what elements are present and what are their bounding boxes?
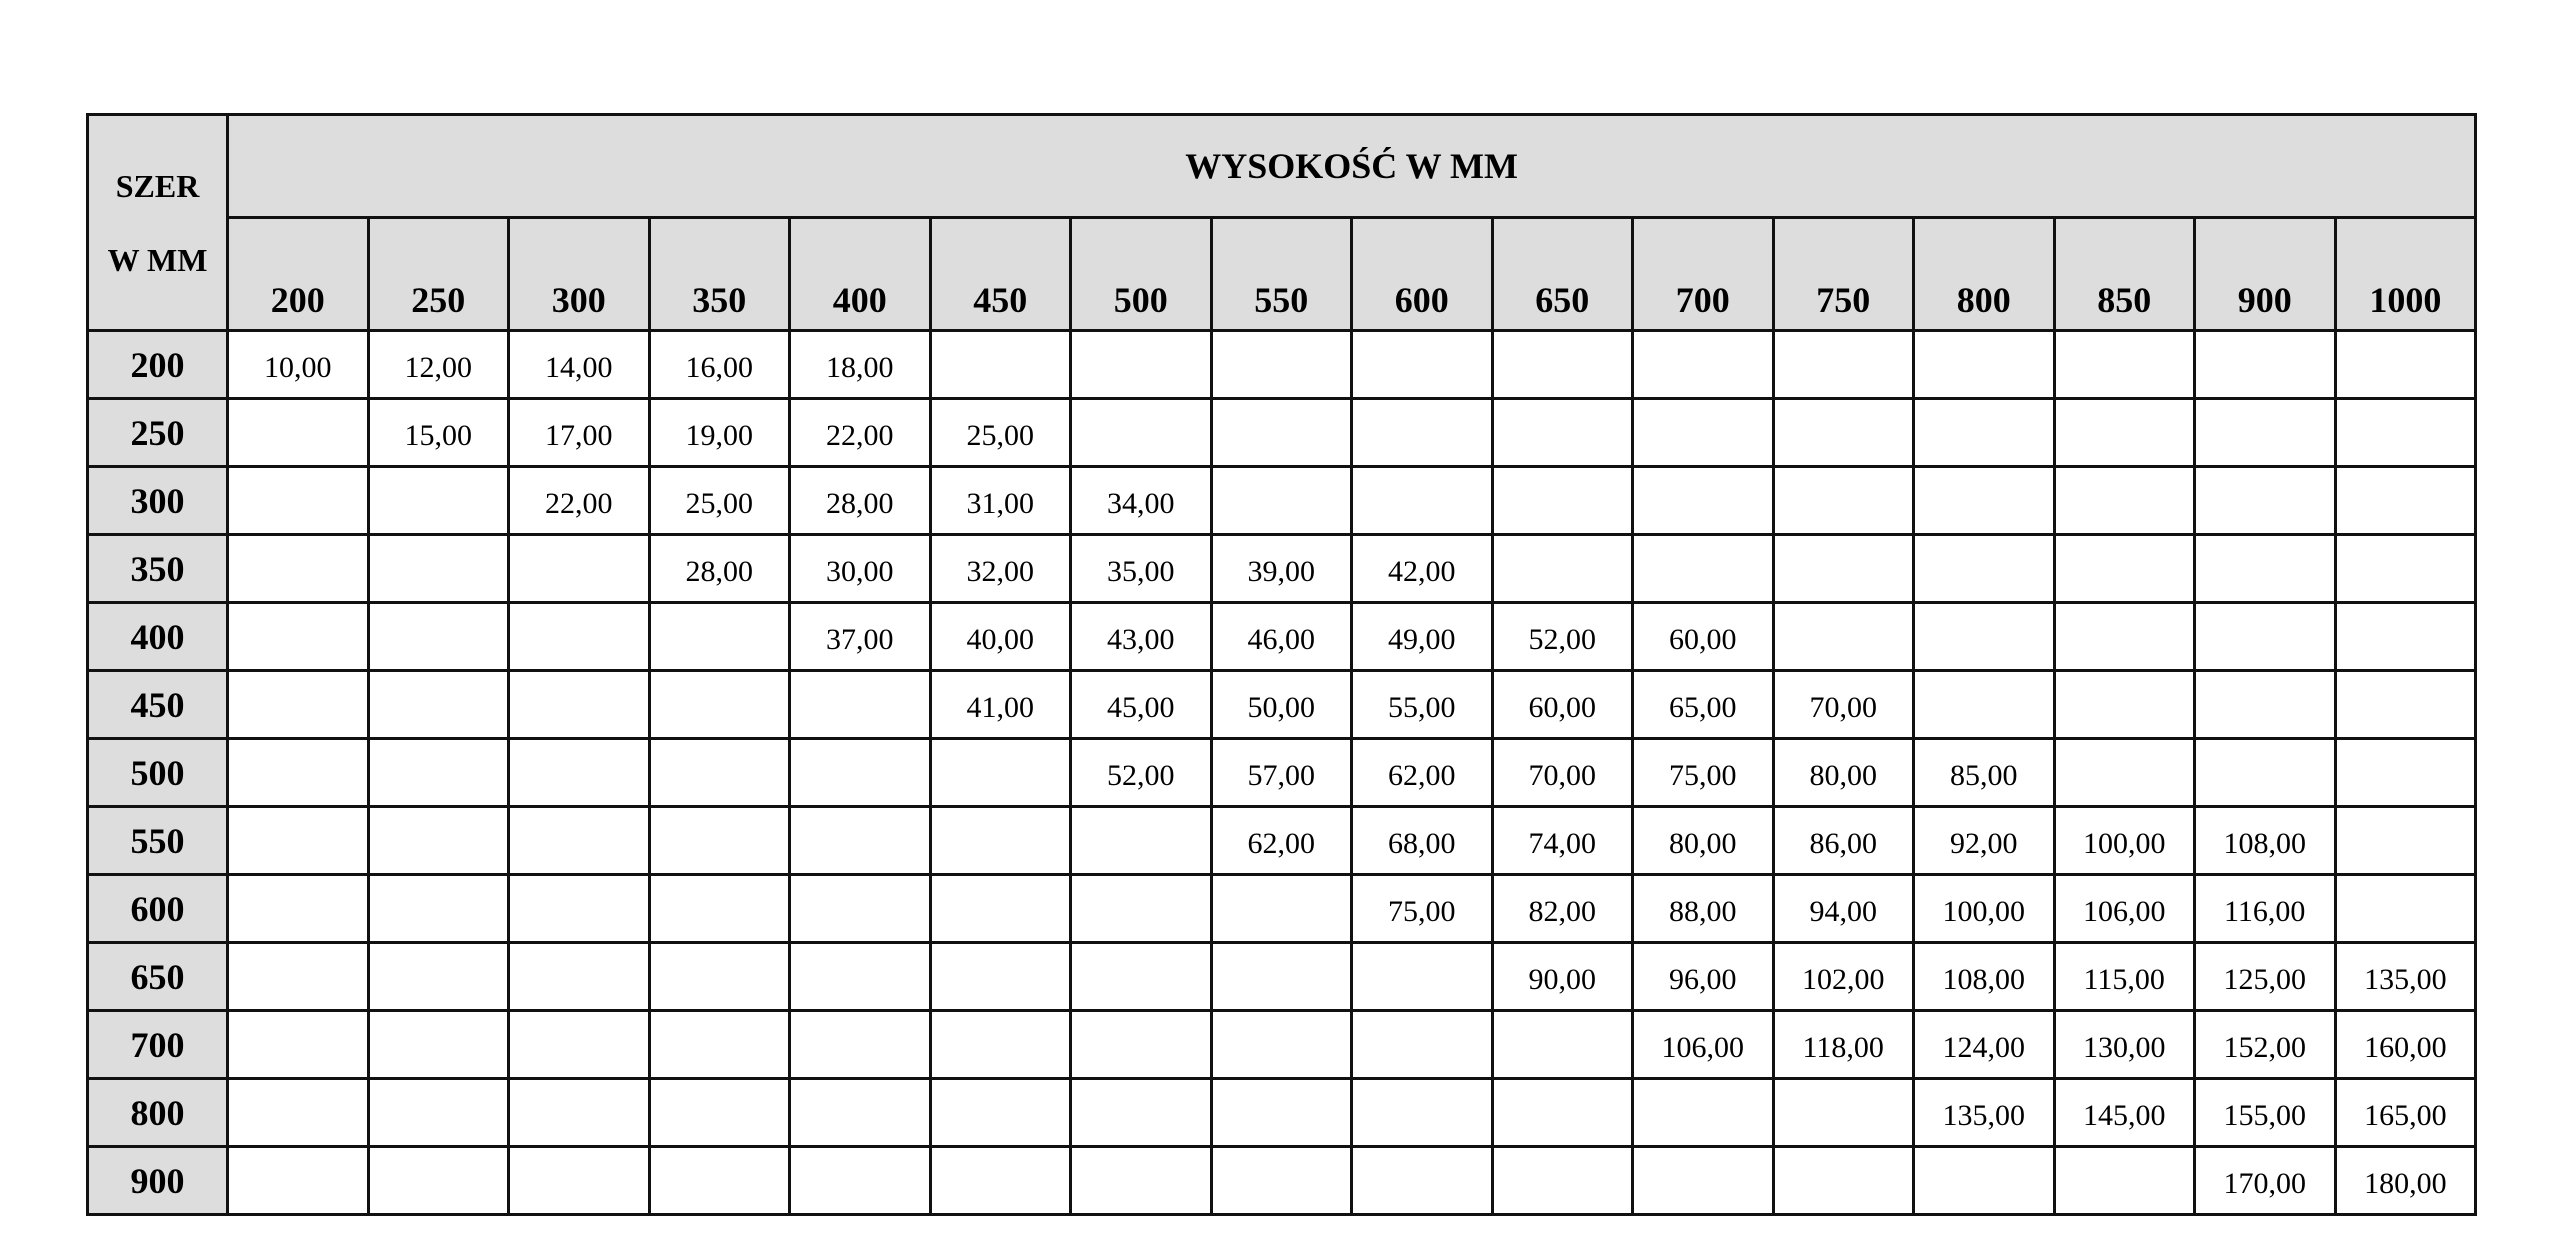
- price-cell: [1914, 331, 2055, 399]
- price-cell: [509, 739, 650, 807]
- price-cell: 125,00: [2195, 943, 2336, 1011]
- height-title: WYSOKOŚĆ W MM: [1185, 146, 1518, 186]
- table-row: [88, 875, 2476, 943]
- price-cell: [790, 943, 931, 1011]
- column-header-height: 650: [1492, 218, 1633, 331]
- column-header-height: 350: [649, 218, 790, 331]
- price-cell: [649, 1079, 790, 1147]
- price-cell: [1071, 1079, 1212, 1147]
- price-cell: [368, 1147, 509, 1215]
- price-cell: [930, 875, 1071, 943]
- column-header-height: 600: [1352, 218, 1493, 331]
- price-cell: 155,00: [2195, 1079, 2336, 1147]
- price-cell: 35,00: [1071, 535, 1212, 603]
- row-header-width: 200: [88, 331, 228, 399]
- price-cell: 75,00: [1633, 739, 1774, 807]
- price-cell: [1773, 603, 1914, 671]
- price-cell: 88,00: [1633, 875, 1774, 943]
- price-cell: [2195, 467, 2336, 535]
- column-header-height: 700: [1633, 218, 1774, 331]
- price-cell: 30,00: [790, 535, 931, 603]
- price-cell: [930, 943, 1071, 1011]
- price-cell: 10,00: [228, 331, 369, 399]
- column-header-height: 550: [1211, 218, 1352, 331]
- price-cell: 124,00: [1914, 1011, 2055, 1079]
- price-cell: [1071, 875, 1212, 943]
- price-cell: [1492, 331, 1633, 399]
- price-cell: 86,00: [1773, 807, 1914, 875]
- price-cell: [930, 1011, 1071, 1079]
- price-cell: [228, 671, 369, 739]
- price-cell: [2335, 399, 2476, 467]
- price-cell: [649, 807, 790, 875]
- price-cell: [509, 1147, 650, 1215]
- price-cell: 42,00: [1352, 535, 1493, 603]
- price-cell: 85,00: [1914, 739, 2055, 807]
- table-body: [88, 331, 2476, 1215]
- price-cell: 41,00: [930, 671, 1071, 739]
- price-cell: 46,00: [1211, 603, 1352, 671]
- row-header-width: 800: [88, 1079, 228, 1147]
- price-cell: [2335, 739, 2476, 807]
- price-cell: [1071, 943, 1212, 1011]
- price-cell: [1071, 1147, 1212, 1215]
- price-cell: 52,00: [1492, 603, 1633, 671]
- price-cell: 37,00: [790, 603, 931, 671]
- column-header-height: 450: [930, 218, 1071, 331]
- price-cell: [1071, 331, 1212, 399]
- price-cell: 19,00: [649, 399, 790, 467]
- price-cell: [2054, 535, 2195, 603]
- row-header-width: 250: [88, 399, 228, 467]
- price-cell: 28,00: [649, 535, 790, 603]
- price-cell: 12,00: [368, 331, 509, 399]
- price-cell: [649, 875, 790, 943]
- price-cell: [649, 739, 790, 807]
- price-cell: 34,00: [1071, 467, 1212, 535]
- table-row: [88, 603, 2476, 671]
- price-cell: [228, 807, 369, 875]
- price-cell: 106,00: [1633, 1011, 1774, 1079]
- price-cell: [228, 399, 369, 467]
- price-cell: [1633, 1079, 1774, 1147]
- price-cell: [2195, 535, 2336, 603]
- row-header-width: 600: [88, 875, 228, 943]
- row-header-width: 500: [88, 739, 228, 807]
- price-cell: [368, 1079, 509, 1147]
- price-cell: [1492, 1079, 1633, 1147]
- corner-label-line2: W MM: [107, 241, 208, 278]
- price-cell: [2054, 399, 2195, 467]
- price-cell: [2195, 671, 2336, 739]
- price-cell: [2335, 875, 2476, 943]
- table-row: [88, 943, 2476, 1011]
- column-header-height: 500: [1071, 218, 1212, 331]
- price-cell: 94,00: [1773, 875, 1914, 943]
- price-cell: 74,00: [1492, 807, 1633, 875]
- corner-header-cell: [88, 115, 228, 331]
- price-cell: [1211, 1011, 1352, 1079]
- title-row: [88, 115, 2476, 218]
- price-cell: [1352, 1147, 1493, 1215]
- price-cell: [1211, 1079, 1352, 1147]
- column-header-height: 400: [790, 218, 931, 331]
- column-header-height: 750: [1773, 218, 1914, 331]
- price-cell: 100,00: [1914, 875, 2055, 943]
- price-cell: [930, 807, 1071, 875]
- price-cell: [790, 1147, 931, 1215]
- price-cell: 180,00: [2335, 1147, 2476, 1215]
- price-cell: [368, 1011, 509, 1079]
- price-cell: 96,00: [1633, 943, 1774, 1011]
- price-cell: [509, 1079, 650, 1147]
- price-cell: 115,00: [2054, 943, 2195, 1011]
- price-cell: [228, 739, 369, 807]
- price-cell: 116,00: [2195, 875, 2336, 943]
- price-cell: 18,00: [790, 331, 931, 399]
- price-cell: [509, 671, 650, 739]
- price-cell: [509, 875, 650, 943]
- price-cell: 65,00: [1633, 671, 1774, 739]
- price-cell: [1914, 603, 2055, 671]
- price-cell: 70,00: [1492, 739, 1633, 807]
- price-cell: [1071, 399, 1212, 467]
- price-cell: [1914, 1147, 2055, 1215]
- price-cell: [509, 1011, 650, 1079]
- row-header-width: 900: [88, 1147, 228, 1215]
- price-cell: [2335, 535, 2476, 603]
- table-row: [88, 1011, 2476, 1079]
- price-cell: 28,00: [790, 467, 931, 535]
- price-cell: [1633, 535, 1774, 603]
- price-cell: [1211, 1147, 1352, 1215]
- price-cell: 80,00: [1633, 807, 1774, 875]
- price-cell: [790, 807, 931, 875]
- price-cell: 14,00: [509, 331, 650, 399]
- price-cell: 60,00: [1492, 671, 1633, 739]
- height-header-row: [88, 218, 2476, 331]
- table-row: [88, 807, 2476, 875]
- price-cell: 62,00: [1352, 739, 1493, 807]
- column-header-height: 300: [509, 218, 650, 331]
- price-cell: [1773, 331, 1914, 399]
- price-cell: 152,00: [2195, 1011, 2336, 1079]
- price-cell: [1492, 535, 1633, 603]
- price-cell: [1071, 1011, 1212, 1079]
- price-cell: [1633, 467, 1774, 535]
- price-cell: [1492, 467, 1633, 535]
- price-cell: 16,00: [649, 331, 790, 399]
- price-cell: 135,00: [2335, 943, 2476, 1011]
- price-cell: [1071, 807, 1212, 875]
- price-cell: [1492, 399, 1633, 467]
- price-cell: 52,00: [1071, 739, 1212, 807]
- price-cell: [2054, 603, 2195, 671]
- price-cell: [2335, 671, 2476, 739]
- column-header-height: 200: [228, 218, 369, 331]
- price-cell: [2335, 603, 2476, 671]
- price-cell: 43,00: [1071, 603, 1212, 671]
- price-cell: [509, 603, 650, 671]
- row-header-width: 450: [88, 671, 228, 739]
- price-cell: 106,00: [2054, 875, 2195, 943]
- price-cell: [649, 1011, 790, 1079]
- price-cell: 17,00: [509, 399, 650, 467]
- price-cell: 60,00: [1633, 603, 1774, 671]
- price-cell: [2054, 671, 2195, 739]
- price-cell: 165,00: [2335, 1079, 2476, 1147]
- price-cell: [2195, 603, 2336, 671]
- price-cell: 50,00: [1211, 671, 1352, 739]
- table-row: [88, 467, 2476, 535]
- price-cell: 82,00: [1492, 875, 1633, 943]
- price-cell: [1914, 671, 2055, 739]
- price-cell: [228, 603, 369, 671]
- price-cell: [1773, 1079, 1914, 1147]
- price-cell: [1211, 943, 1352, 1011]
- price-cell: 145,00: [2054, 1079, 2195, 1147]
- price-cell: [2335, 467, 2476, 535]
- price-cell: [509, 807, 650, 875]
- price-cell: [368, 603, 509, 671]
- price-cell: 39,00: [1211, 535, 1352, 603]
- price-cell: [1492, 1011, 1633, 1079]
- price-cell: [509, 943, 650, 1011]
- price-cell: [1211, 399, 1352, 467]
- price-cell: 15,00: [368, 399, 509, 467]
- price-cell: [1773, 535, 1914, 603]
- row-header-width: 400: [88, 603, 228, 671]
- price-cell: [1914, 467, 2055, 535]
- price-cell: [649, 1147, 790, 1215]
- price-cell: 135,00: [1914, 1079, 2055, 1147]
- price-cell: [228, 467, 369, 535]
- price-cell: [228, 1147, 369, 1215]
- price-cell: [1773, 467, 1914, 535]
- table-row: [88, 671, 2476, 739]
- column-header-height: 850: [2054, 218, 2195, 331]
- price-cell: [1492, 1147, 1633, 1215]
- price-cell: 68,00: [1352, 807, 1493, 875]
- price-cell: [649, 943, 790, 1011]
- price-cell: [1633, 331, 1774, 399]
- price-cell: [1633, 1147, 1774, 1215]
- price-cell: [1352, 1079, 1493, 1147]
- table-row: [88, 535, 2476, 603]
- height-title-cell: [228, 115, 2476, 218]
- price-cell: [790, 1079, 931, 1147]
- price-cell: [509, 535, 650, 603]
- price-cell: [649, 671, 790, 739]
- price-cell: [1352, 1011, 1493, 1079]
- price-cell: [228, 875, 369, 943]
- price-cell: [228, 1079, 369, 1147]
- column-header-height: 800: [1914, 218, 2055, 331]
- price-cell: 32,00: [930, 535, 1071, 603]
- price-cell: 22,00: [509, 467, 650, 535]
- price-cell: 80,00: [1773, 739, 1914, 807]
- table-row: [88, 1079, 2476, 1147]
- price-cell: [1914, 535, 2055, 603]
- price-cell: [790, 1011, 931, 1079]
- price-cell: [1914, 399, 2055, 467]
- price-cell: 70,00: [1773, 671, 1914, 739]
- price-cell: 118,00: [1773, 1011, 1914, 1079]
- row-header-width: 300: [88, 467, 228, 535]
- price-cell: [1352, 943, 1493, 1011]
- price-cell: [1773, 399, 1914, 467]
- price-cell: [1352, 399, 1493, 467]
- price-cell: [2054, 1147, 2195, 1215]
- price-cell: [2054, 331, 2195, 399]
- price-cell: [368, 467, 509, 535]
- price-cell: [368, 535, 509, 603]
- table-row: [88, 399, 2476, 467]
- price-cell: [1352, 331, 1493, 399]
- price-cell: 108,00: [1914, 943, 2055, 1011]
- price-cell: 31,00: [930, 467, 1071, 535]
- price-cell: 57,00: [1211, 739, 1352, 807]
- price-cell: 75,00: [1352, 875, 1493, 943]
- price-cell: [649, 603, 790, 671]
- price-cell: [2195, 739, 2336, 807]
- row-header-width: 650: [88, 943, 228, 1011]
- price-cell: 22,00: [790, 399, 931, 467]
- price-cell: [2335, 331, 2476, 399]
- price-cell: 25,00: [930, 399, 1071, 467]
- price-cell: [368, 739, 509, 807]
- price-table: [86, 113, 2477, 1216]
- table-row: [88, 739, 2476, 807]
- price-cell: [790, 671, 931, 739]
- price-cell: 100,00: [2054, 807, 2195, 875]
- price-cell: 62,00: [1211, 807, 1352, 875]
- price-cell: [1211, 875, 1352, 943]
- table-row: [88, 331, 2476, 399]
- table-row: [88, 1147, 2476, 1215]
- price-cell: [2195, 331, 2336, 399]
- price-cell: [1211, 467, 1352, 535]
- price-cell: [228, 1011, 369, 1079]
- price-cell: [368, 943, 509, 1011]
- column-header-height: 900: [2195, 218, 2336, 331]
- row-header-width: 700: [88, 1011, 228, 1079]
- price-cell: 130,00: [2054, 1011, 2195, 1079]
- column-header-height: 250: [368, 218, 509, 331]
- price-cell: [2054, 467, 2195, 535]
- price-cell: 92,00: [1914, 807, 2055, 875]
- row-header-width: 550: [88, 807, 228, 875]
- price-cell: [2054, 739, 2195, 807]
- price-cell: [790, 875, 931, 943]
- price-cell: 40,00: [930, 603, 1071, 671]
- price-cell: [1211, 331, 1352, 399]
- price-cell: [930, 1147, 1071, 1215]
- price-cell: [930, 331, 1071, 399]
- price-cell: [368, 875, 509, 943]
- price-cell: [368, 671, 509, 739]
- price-cell: 170,00: [2195, 1147, 2336, 1215]
- price-cell: 25,00: [649, 467, 790, 535]
- price-cell: [1773, 1147, 1914, 1215]
- price-cell: 90,00: [1492, 943, 1633, 1011]
- price-cell: [930, 739, 1071, 807]
- price-cell: 108,00: [2195, 807, 2336, 875]
- price-cell: [2335, 807, 2476, 875]
- price-cell: 160,00: [2335, 1011, 2476, 1079]
- price-cell: [790, 739, 931, 807]
- price-cell: 49,00: [1352, 603, 1493, 671]
- column-header-height: 1000: [2335, 218, 2476, 331]
- price-cell: 102,00: [1773, 943, 1914, 1011]
- price-cell: [1633, 399, 1774, 467]
- price-cell: [2195, 399, 2336, 467]
- price-cell: [228, 943, 369, 1011]
- price-cell: [368, 807, 509, 875]
- price-cell: [228, 535, 369, 603]
- price-cell: [1352, 467, 1493, 535]
- price-cell: 55,00: [1352, 671, 1493, 739]
- row-header-width: 350: [88, 535, 228, 603]
- corner-label-line1: SZER: [115, 167, 200, 204]
- price-cell: 45,00: [1071, 671, 1212, 739]
- price-cell: [930, 1079, 1071, 1147]
